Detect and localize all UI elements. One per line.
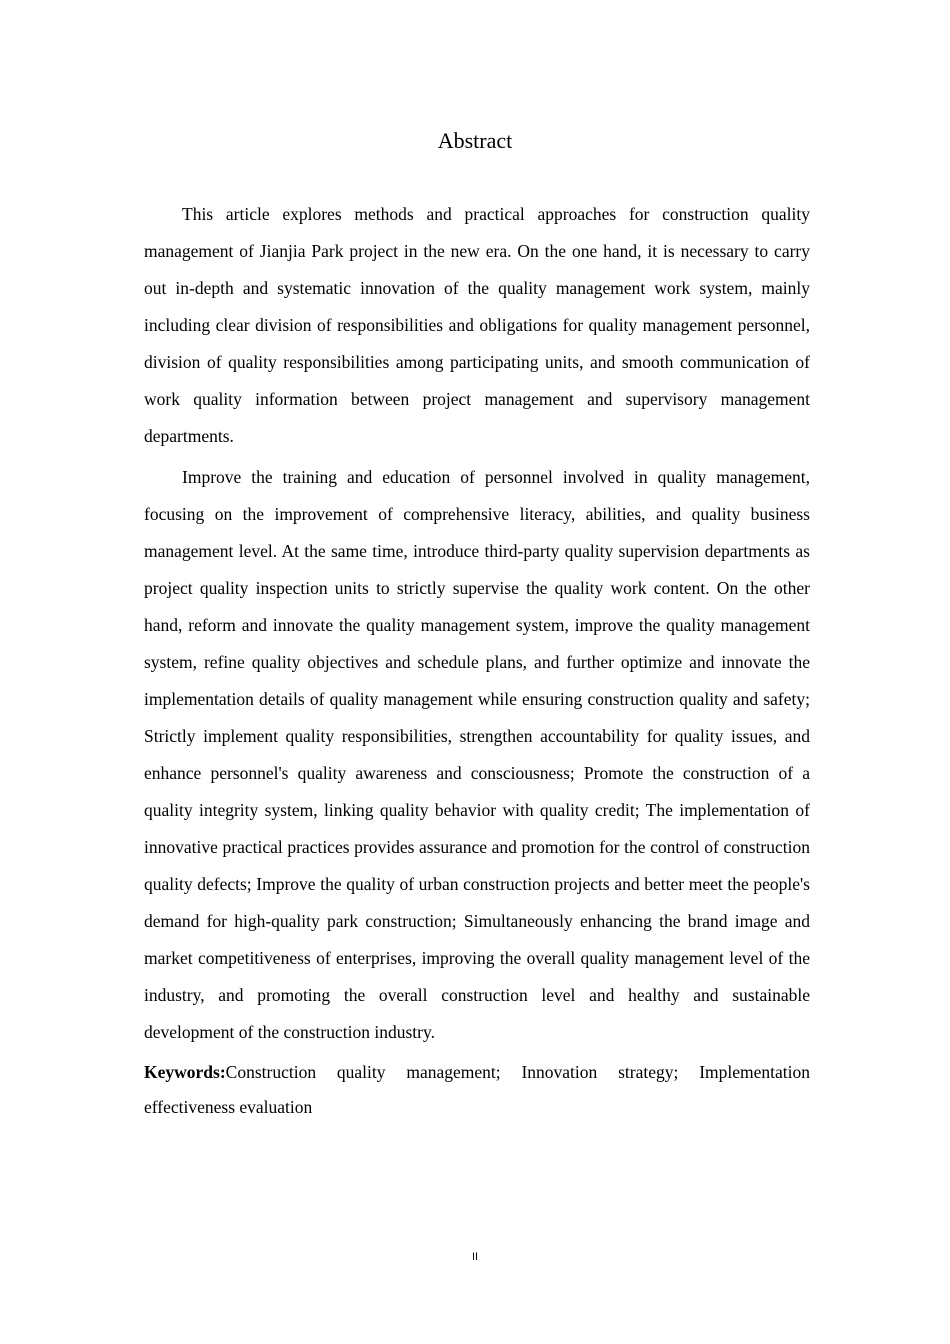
page-number: II [471,1251,479,1263]
abstract-paragraph-1: This article explores methods and practical approaches for construction quality management of Jianjia Park project in the new era. On the one hand, it is necessary to carry out in-depth and systematic innovation of the quality management work system, mainly including clear division of responsibilities and obligations for quality management personnel, division of quality responsibilities among participating units, and smooth communication of work quality information between project management and supervisory management departments. [144,204,810,446]
abstract-body [144,196,810,1125]
keywords-text: Construction quality management; Innovation strategy; Implementation effectiveness evaluation [144,1062,810,1117]
keywords-label: Keywords: [144,1062,226,1082]
page-title: Abstract [437,128,513,153]
keywords-line [144,1055,810,1125]
abstract-paragraph-2: Improve the training and education of personnel involved in quality management, focusing on the improvement of comprehensive literacy, abilities, and quality business management level. At the same time, introduce third-party quality supervision departments as project quality inspection units to strictly supervise the quality work content. On the other hand, reform and innovate the quality management system, improve the quality management system, refine quality objectives and schedule plans, and further optimize and innovate the implementation details of quality management while ensuring construction quality and safety; Strictly implement quality responsibilities, strengthen accountability for quality issues, and enhance personnel's quality awareness and consciousness; Promote the construction of a quality integrity system, linking quality behavior with quality credit; The implementation of innovative practical practices provides assurance and promotion for the control of construction quality defects; Improve the quality of urban construction projects and better meet the people's demand for high-quality park construction; Simultaneously enhancing the brand image and market competitiveness of enterprises, improving the overall quality management level of the industry, and promoting the overall construction level and healthy and sustainable development of the construction industry. [144,467,810,1042]
